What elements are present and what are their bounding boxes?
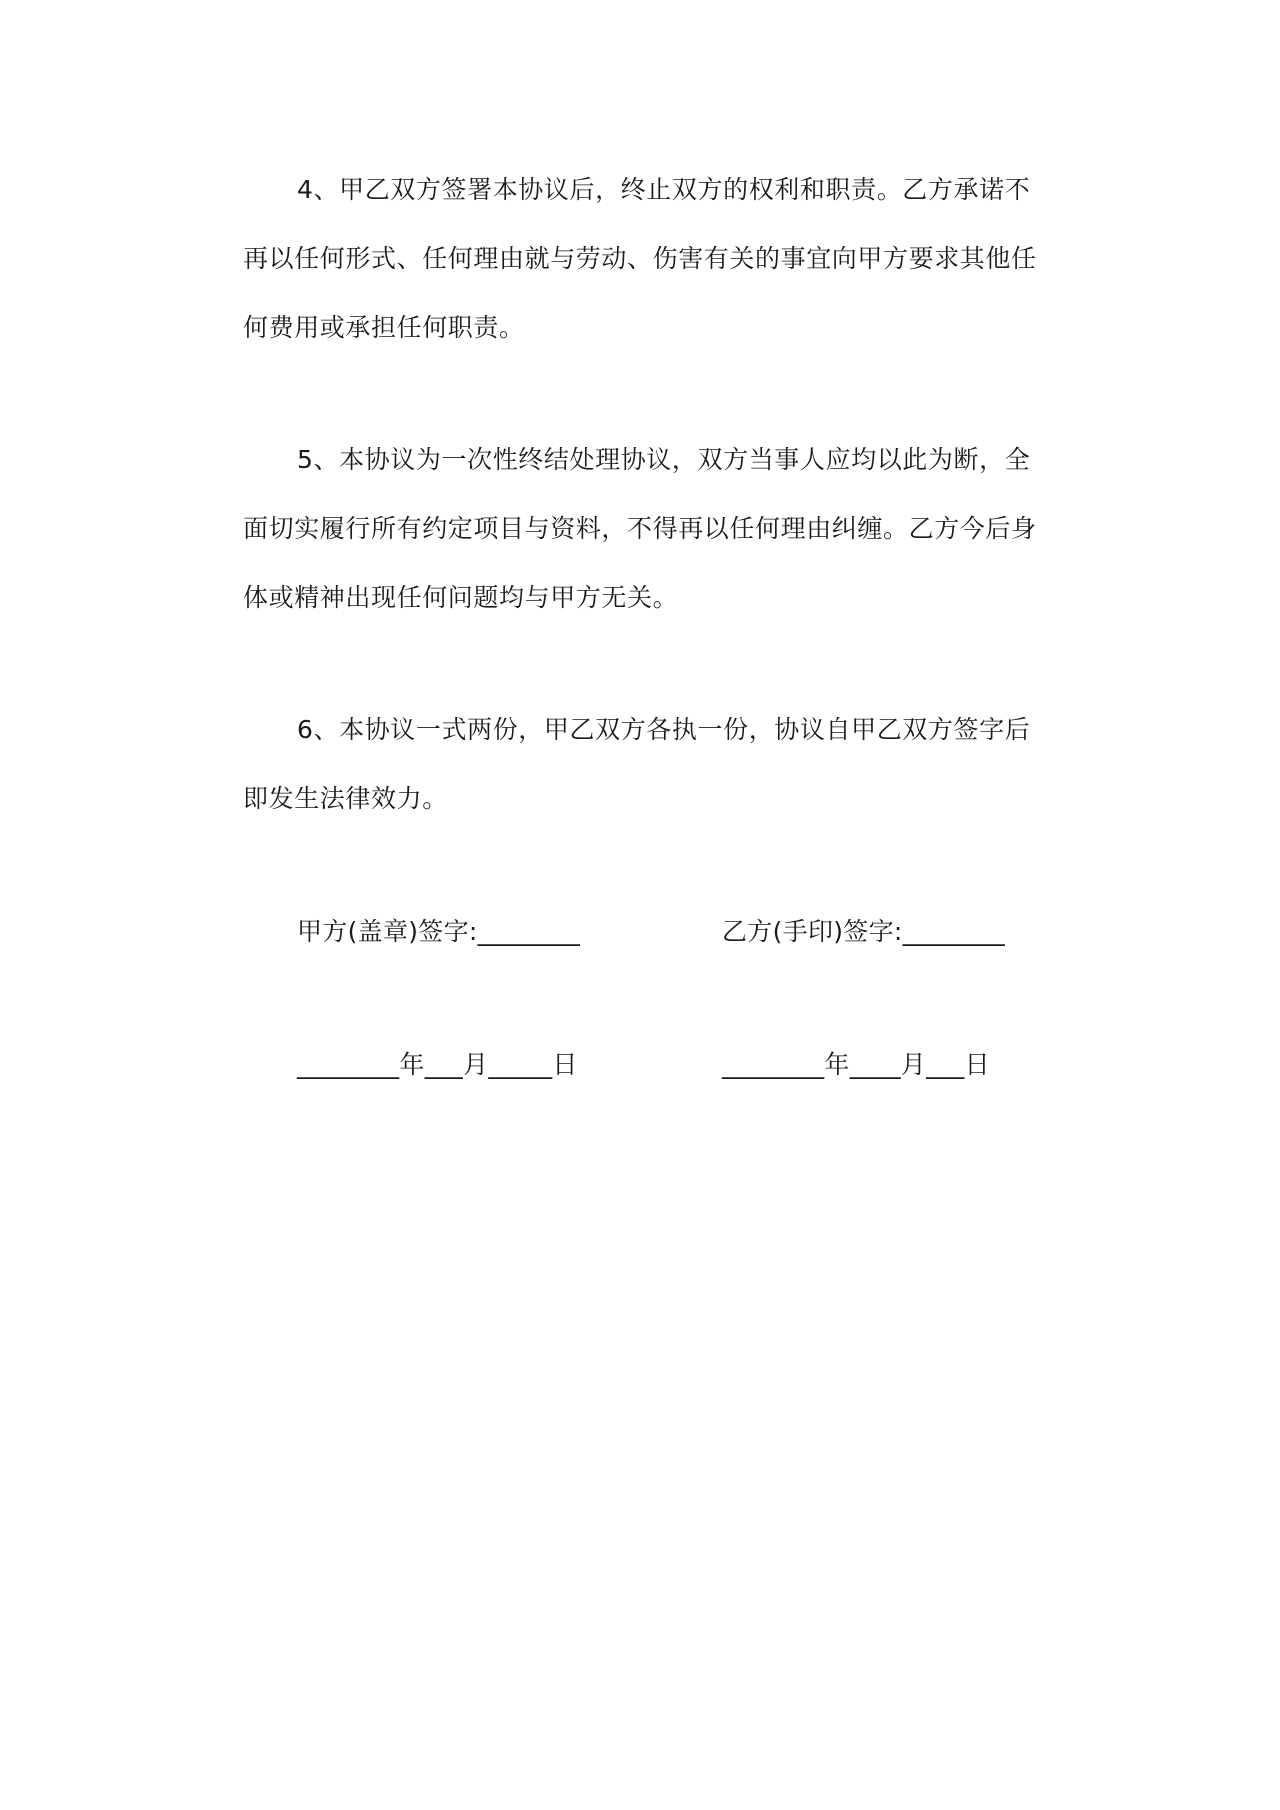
clause-5 [243, 425, 1051, 632]
clause-6 [243, 695, 1051, 833]
clause-6-line-2: 即发生法律效力。 [243, 784, 448, 813]
clause-4-line-2: 再以任何形式、任何理由就与劳动、伤害有关的事宜向甲方要求其他任 [243, 244, 1037, 273]
clause-5-line-3: 体或精神出现任何问题均与甲方无关。 [243, 583, 679, 612]
party-b-signature-label: 乙方(手印)签字:________ [722, 917, 1006, 946]
party-a-signature-label: 甲方(盖章)签字:________ [297, 917, 581, 946]
clause-6-line-1: 6、本协议一式两份，甲乙双方各执一份，协议自甲乙双方签字后 [297, 715, 1031, 744]
clause-4 [243, 155, 1051, 362]
clause-5-line-1: 5、本协议为一次性终结处理协议，双方当事人应均以此为断，全 [297, 445, 1031, 474]
clause-4-line-3: 何费用或承担任何职责。 [243, 313, 525, 342]
clause-4-line-1: 4、甲乙双方签署本协议后，终止双方的权利和职责。乙方承诺不 [297, 175, 1031, 204]
party-a-date-line: ________年___月_____日 [297, 1050, 578, 1079]
clause-5-line-2: 面切实履行所有约定项目与资料，不得再以任何理由纠缠。乙方今后身 [243, 514, 1037, 543]
party-b-date-line: ________年____月___日 [722, 1050, 990, 1079]
